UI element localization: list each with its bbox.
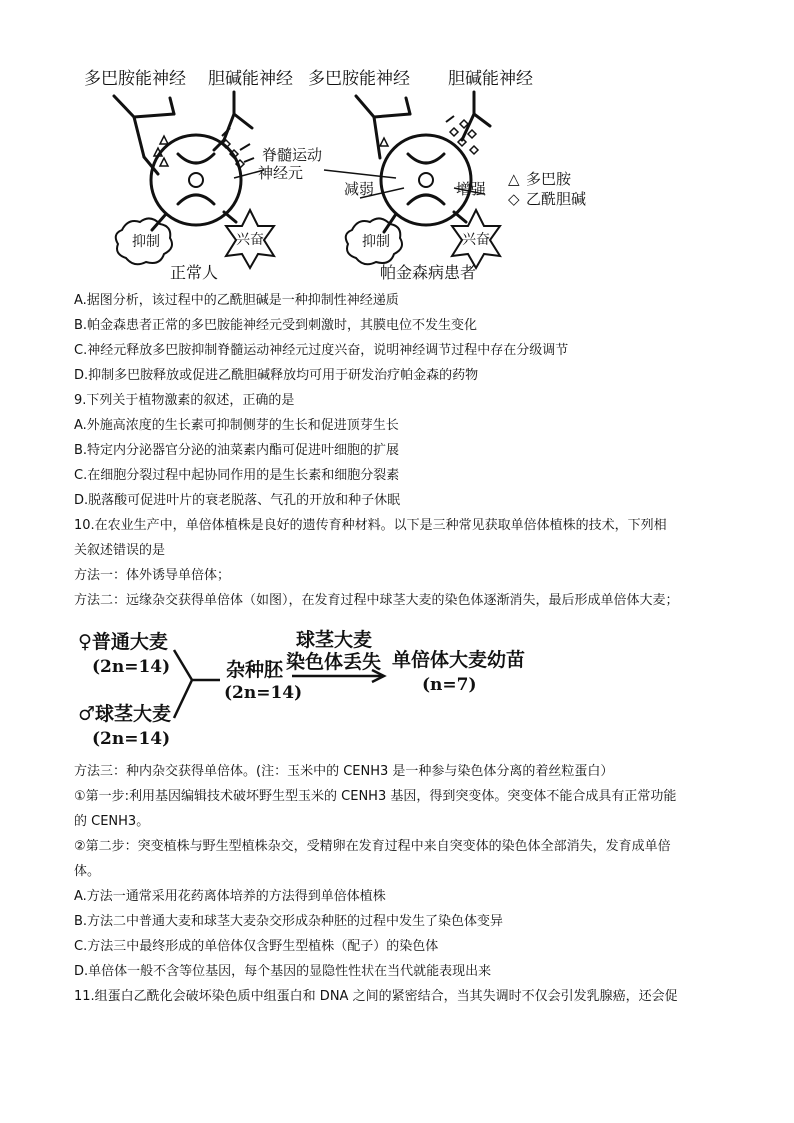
q8-option-b: B.帕金森患者正常的多巴胺能神经元受到刺激时，其膜电位不发生变化	[74, 318, 478, 333]
q10-method1: 方法一：体外诱导单倍体；	[74, 568, 231, 583]
q9-option-c: C.在细胞分裂过程中起协同作用的是生长素和细胞分裂素	[74, 468, 400, 483]
q10-step2-line1: ②第二步：突变植株与野生型植株杂交，受精卵在发育过程中来自突变体的染色体全部消失，发育成单倍	[74, 839, 671, 854]
legend-dopamine-label: 多巴胺	[526, 170, 572, 188]
label-enhanced: 增强	[456, 180, 487, 198]
label-weakened: 减弱	[344, 180, 375, 198]
arrow-label-bottom: 染色体丢失	[286, 651, 382, 673]
q10-stem-line2: 关叙述错误的是	[74, 543, 166, 558]
female-parent-ploidy: (2n=14)	[92, 657, 171, 677]
haploid-seedling-ploidy: (n=7)	[422, 675, 477, 695]
label-excite-right: 兴奋	[462, 232, 490, 248]
legend-acetylcholine-label: 乙酰胆碱	[526, 190, 587, 208]
neuron-diagram	[74, 62, 634, 288]
hybrid-embryo-label: 杂种胚	[226, 659, 284, 681]
male-parent-label: ♂球茎大麦	[78, 703, 172, 725]
label-dopamine-neuron-left: 多巴胺能神经	[84, 69, 186, 89]
q10-stem-line1: 10.在农业生产中，单倍体植株是良好的遗传育种材料。以下是三种常见获取单倍体植株的技术，下列相	[74, 518, 667, 533]
q10-step1-line2: 的 CENH3。	[74, 814, 150, 829]
arrow-label-top: 球茎大麦	[296, 629, 373, 651]
q10-option-c: C.方法三中最终形成的单倍体仅含野生型植株（配子）的染色体	[74, 939, 439, 954]
haploid-seedling-label: 单倍体大麦幼苗	[392, 649, 526, 671]
legend-dopamine-symbol: △	[508, 170, 520, 188]
q10-method2: 方法二：远缘杂交获得单倍体（如图），在发育过程中球茎大麦的染色体逐渐消失，最后形成单倍体大麦；	[74, 593, 679, 608]
label-spinal-motor-neuron-line1: 脊髓运动	[262, 146, 323, 164]
q8-option-c: C.神经元释放多巴胺抑制脊髓运动神经元过度兴奋，说明神经调节过程中存在分级调节	[74, 343, 569, 358]
q10-method3: 方法三：种内杂交获得单倍体。(注：玉米中的 CENH3 是一种参与染色体分离的着丝粒蛋白）	[74, 764, 614, 779]
q10-option-a: A.方法一通常采用花药离体培养的方法得到单倍体植株	[74, 889, 386, 904]
label-cholinergic-neuron-right: 胆碱能神经	[448, 69, 533, 89]
q8-option-d: D.抑制多巴胺释放或促进乙酰胆碱释放均可用于研发治疗帕金森的药物	[74, 368, 479, 383]
q9-stem: 9.下列关于植物激素的叙述，正确的是	[74, 393, 295, 408]
q8-option-a: A.据图分析，该过程中的乙酰胆碱是一种抑制性神经递质	[74, 293, 399, 308]
q10-option-b: B.方法二中普通大麦和球茎大麦杂交形成杂种胚的过程中发生了染色体变异	[74, 914, 504, 929]
q10-step1-line1: ①第一步:利用基因编辑技术破坏野生型玉米的 CENH3 基因，得到突变体。突变体不能合成具有正常功能	[74, 789, 677, 804]
q9-option-b: B.特定内分泌器官分泌的油菜素内酯可促进叶细胞的扩展	[74, 443, 400, 458]
q10-option-d: D.单倍体一般不含等位基因，每个基因的显隐性性状在当代就能表现出来	[74, 964, 492, 979]
label-cholinergic-neuron-left: 胆碱能神经	[208, 69, 293, 89]
label-inhibit-left: 抑制	[132, 234, 160, 250]
label-dopamine-neuron-right: 多巴胺能神经	[308, 69, 410, 89]
q11-stem-line1: 11.组蛋白乙酰化会破坏染色质中组蛋白和 DNA 之间的紧密结合，当其失调时不仅会引发乳腺癌，还会促	[74, 989, 678, 1004]
label-normal-person: 正常人	[170, 263, 219, 282]
female-parent-label: ♀普通大麦	[78, 631, 168, 653]
hybrid-embryo-ploidy: (2n=14)	[224, 683, 303, 703]
label-inhibit-right: 抑制	[362, 234, 390, 250]
q9-option-d: D.脱落酸可促进叶片的衰老脱落、气孔的开放和种子休眠	[74, 493, 401, 508]
q10-step2-line2: 体。	[74, 864, 101, 879]
hybridization-diagram	[74, 620, 574, 750]
legend-acetylcholine-symbol: ◇	[508, 190, 520, 208]
male-parent-ploidy: (2n=14)	[92, 729, 171, 749]
label-parkinson-patient: 帕金森病患者	[380, 263, 477, 282]
q9-option-a: A.外施高浓度的生长素可抑制侧芽的生长和促进顶芽生长	[74, 418, 399, 433]
label-spinal-motor-neuron-line2: 神经元	[258, 164, 304, 182]
label-excite-left: 兴奋	[236, 232, 264, 248]
